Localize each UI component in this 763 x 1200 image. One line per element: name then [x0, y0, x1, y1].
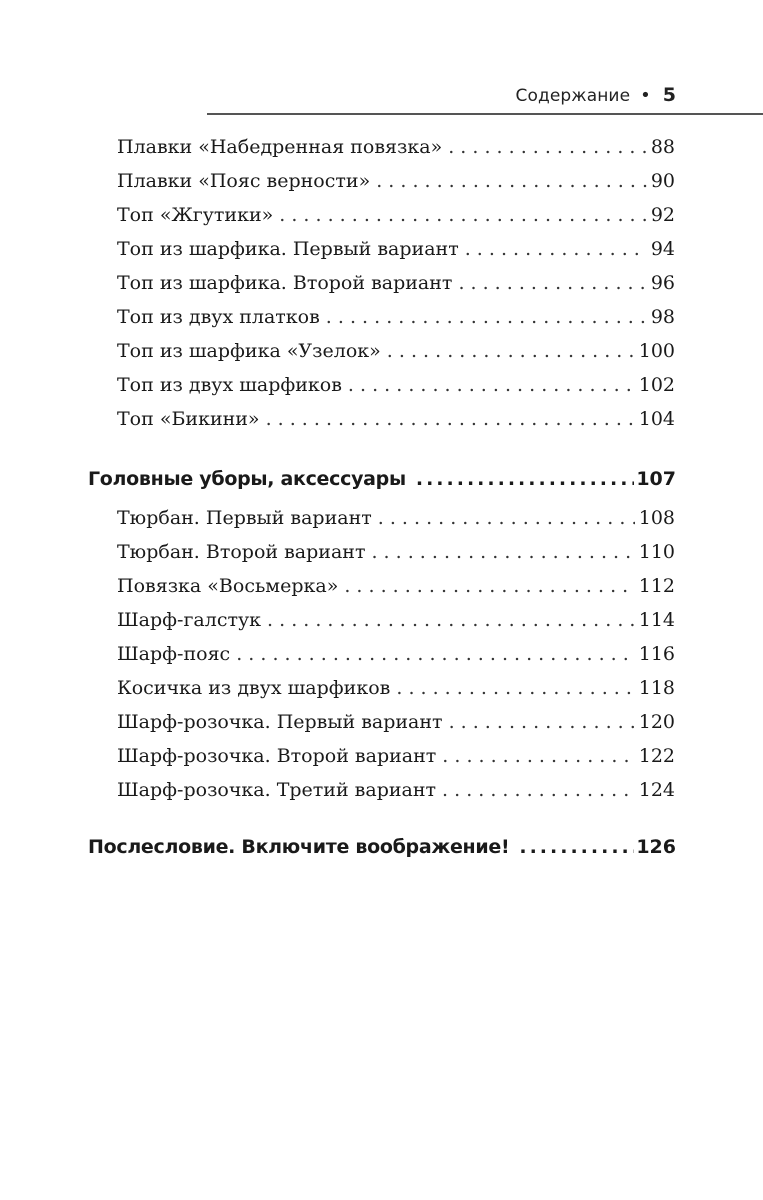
running-head: [0, 84, 676, 106]
toc-entry-page: 116: [638, 643, 675, 665]
toc-entry-title: Топ из двух шарфиков: [117, 374, 342, 396]
toc-entry-title: Топ из шарфика. Первый вариант: [117, 238, 459, 260]
dot-leader: [266, 402, 635, 436]
running-head-bullet: •: [640, 85, 651, 106]
dot-leader: [236, 637, 635, 671]
dot-leader: [519, 830, 634, 864]
dot-leader: [344, 569, 634, 603]
toc-entry[interactable]: [117, 569, 675, 603]
toc-entry-page: 114: [638, 609, 675, 631]
toc-entry[interactable]: [117, 637, 675, 671]
toc-entry-page: 94: [650, 238, 675, 260]
toc-entry-page: 102: [638, 374, 675, 396]
toc-entry-title: Шарф-пояс: [117, 643, 231, 665]
toc-entry-page: 88: [650, 136, 675, 158]
toc-entry-title: Повязка «Восьмерка»: [117, 575, 339, 597]
dot-leader: [416, 462, 634, 496]
dot-leader: [267, 603, 635, 637]
toc-entry-title: Топ «Жгутики»: [117, 204, 274, 226]
toc-entry[interactable]: [117, 739, 675, 773]
toc-entry-page: 92: [650, 204, 675, 226]
toc-entry-page: 120: [638, 711, 675, 733]
toc-entry-page: 108: [638, 507, 675, 529]
toc-entry[interactable]: [117, 671, 675, 705]
toc-entry-title: Косичка из двух шарфиков: [117, 677, 391, 699]
toc-section-heading[interactable]: [88, 462, 676, 496]
toc-entry[interactable]: [117, 501, 675, 535]
toc-entry[interactable]: [117, 198, 675, 232]
toc-entry-page: 118: [638, 677, 675, 699]
page-number: 5: [662, 84, 676, 106]
toc-entry-title: Шарф-галстук: [117, 609, 262, 631]
toc-entry-title: Шарф-розочка. Второй вариант: [117, 745, 437, 767]
toc-entry[interactable]: [117, 368, 675, 402]
toc-entry-title: Топ из шарфика. Второй вариант: [117, 272, 453, 294]
toc-entry-page: 112: [638, 575, 675, 597]
toc-entry[interactable]: [117, 773, 675, 807]
toc-entry-page: 98: [650, 306, 675, 328]
toc-entry-title: Плавки «Пояс верности»: [117, 170, 371, 192]
toc-section-title: Послесловие. Включите воображение!: [88, 836, 510, 858]
toc-entry-page: 110: [638, 541, 675, 563]
dot-leader: [449, 705, 635, 739]
toc-entry-title: Топ из двух платков: [117, 306, 320, 328]
dot-leader: [396, 671, 634, 705]
dot-leader: [371, 535, 634, 569]
dot-leader: [448, 130, 647, 164]
toc-entry-title: Топ из шарфика «Узелок»: [117, 340, 381, 362]
dot-leader: [376, 164, 647, 198]
dot-leader: [279, 198, 647, 232]
toc-entry[interactable]: [117, 232, 675, 266]
toc-entry-page: 100: [638, 340, 675, 362]
toc-entry[interactable]: [117, 266, 675, 300]
running-head-section: Содержание: [515, 86, 631, 106]
dot-leader: [387, 334, 635, 368]
toc-section-page: 126: [636, 836, 676, 858]
dot-leader: [326, 300, 647, 334]
toc-entry[interactable]: [117, 164, 675, 198]
toc-entry-title: Тюрбан. Второй вариант: [117, 541, 366, 563]
toc-entry-page: 122: [638, 745, 675, 767]
toc-entry[interactable]: [117, 334, 675, 368]
toc-entry[interactable]: [117, 130, 675, 164]
header-rule: [207, 113, 763, 115]
toc-entry[interactable]: [117, 402, 675, 436]
dot-leader: [378, 501, 635, 535]
toc-entry-page: 96: [650, 272, 675, 294]
toc-section-heading[interactable]: [88, 830, 676, 864]
toc-entry-page: 124: [638, 779, 675, 801]
dot-leader: [442, 773, 635, 807]
toc-entry[interactable]: [117, 535, 675, 569]
dot-leader: [465, 232, 647, 266]
toc-entry[interactable]: [117, 603, 675, 637]
dot-leader: [458, 266, 646, 300]
toc-entry-title: Топ «Бикини»: [117, 408, 260, 430]
toc-entry-page: 90: [650, 170, 675, 192]
dot-leader: [348, 368, 635, 402]
toc-entry-title: Тюрбан. Первый вариант: [117, 507, 372, 529]
toc-entry-title: Плавки «Набедренная повязка»: [117, 136, 443, 158]
toc-entry-page: 104: [638, 408, 675, 430]
dot-leader: [442, 739, 634, 773]
toc-entry-title: Шарф-розочка. Третий вариант: [117, 779, 437, 801]
toc-entry[interactable]: [117, 705, 675, 739]
toc-section-page: 107: [636, 468, 676, 490]
toc-entry-title: Шарф-розочка. Первый вариант: [117, 711, 443, 733]
toc-section-title: Головные уборы, аксессуары: [88, 468, 406, 490]
toc-entry[interactable]: [117, 300, 675, 334]
